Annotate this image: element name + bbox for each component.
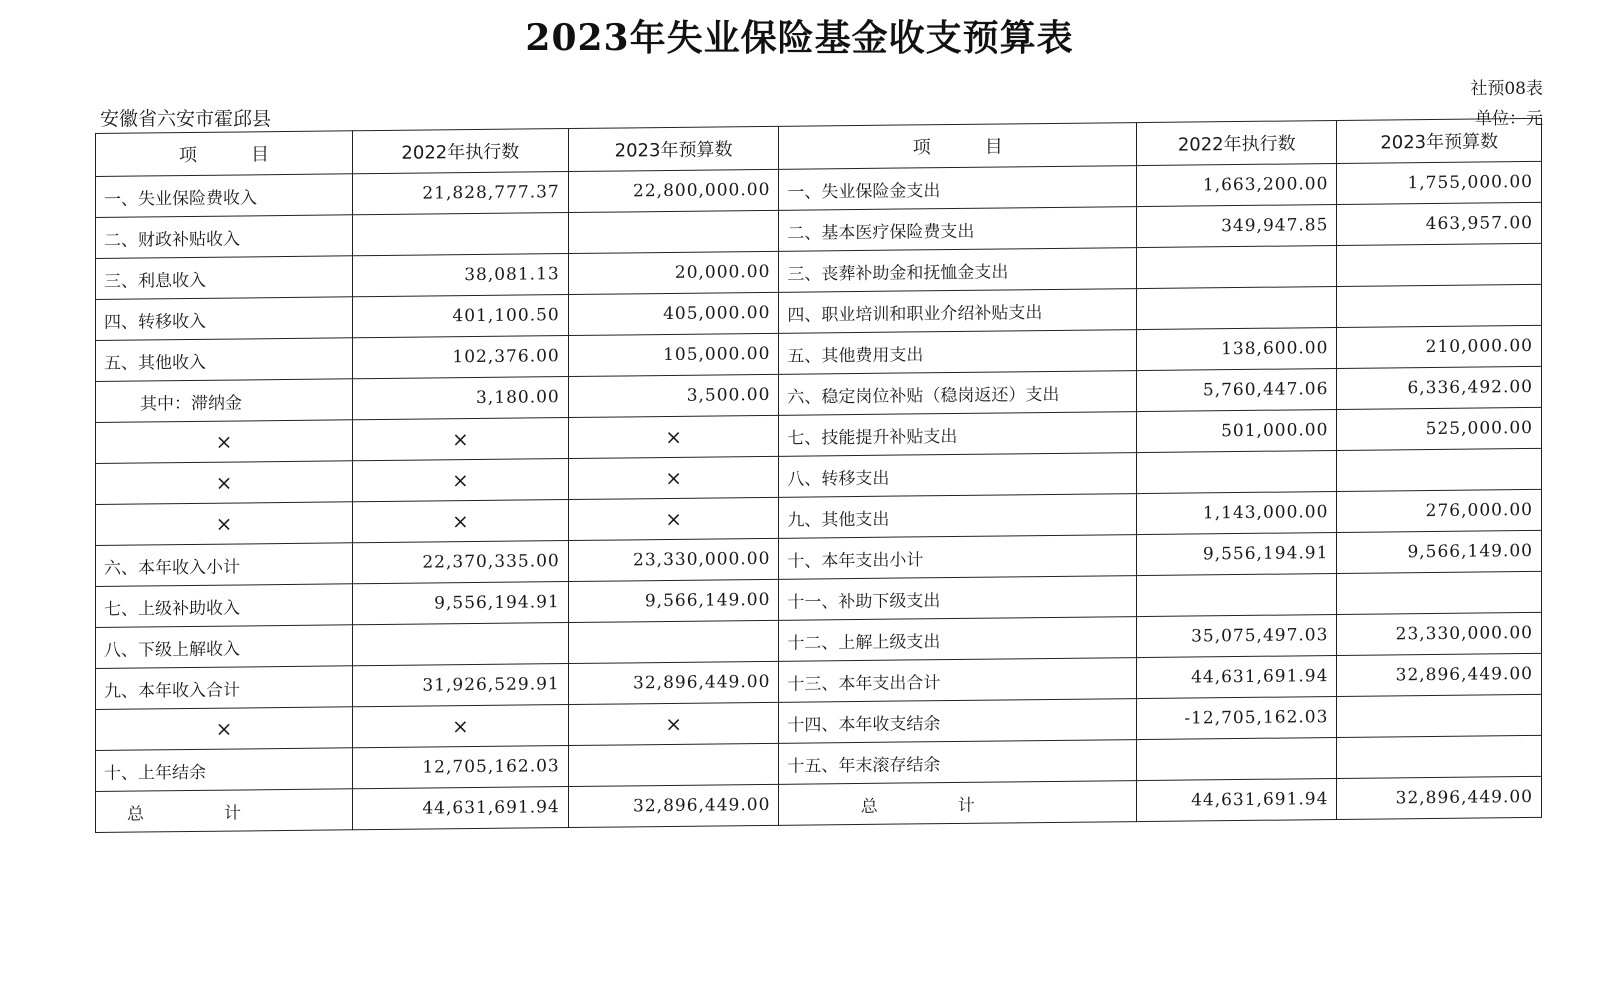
expense-item-cell: 十四、本年收支结余 — [779, 699, 1137, 744]
income-item-cell: × — [96, 707, 353, 751]
expense-2022-cell — [1137, 573, 1337, 616]
expense-item-cell: 七、技能提升补贴支出 — [779, 412, 1137, 457]
income-item-cell: 九、本年收入合计 — [96, 666, 353, 710]
income-2022-cell: 9,556,194.91 — [352, 582, 568, 625]
expense-2023-cell: 463,957.00 — [1337, 202, 1542, 245]
income-total-2022: 44,631,691.94 — [352, 787, 568, 830]
income-total-2023: 32,896,449.00 — [568, 784, 779, 827]
income-2023-cell: 20,000.00 — [568, 251, 779, 294]
expense-2023-cell: 6,336,492.00 — [1337, 366, 1542, 409]
expense-2022-cell — [1137, 245, 1337, 288]
income-item-cell: 十、上年结余 — [96, 748, 353, 792]
expense-2022-cell: -12,705,162.03 — [1137, 696, 1337, 739]
expense-2023-cell: 525,000.00 — [1337, 407, 1542, 450]
expense-item-cell: 十二、上解上级支出 — [779, 617, 1137, 662]
expense-2022-cell — [1137, 286, 1337, 329]
header-expense-2023: 2023年预算数 — [1337, 118, 1542, 163]
expense-item-cell: 二、基本医疗保险费支出 — [779, 207, 1137, 252]
income-2022-cell: 3,180.00 — [352, 377, 568, 420]
expense-2022-cell: 35,075,497.03 — [1137, 614, 1337, 657]
expense-2022-cell — [1137, 737, 1337, 780]
income-2023-cell — [568, 620, 779, 663]
income-2023-cell — [568, 210, 779, 253]
income-2023-cell: 22,800,000.00 — [568, 169, 779, 212]
income-2023-cell — [568, 743, 779, 786]
expense-item-cell: 一、失业保险金支出 — [779, 166, 1137, 211]
income-2023-cell: 405,000.00 — [568, 292, 779, 335]
expense-2023-cell: 276,000.00 — [1337, 489, 1542, 532]
form-number: 社预08表 — [1470, 79, 1543, 99]
income-2022-cell — [352, 213, 568, 256]
unit-label: 单位：元 — [1475, 109, 1543, 129]
income-2022-cell: 21,828,777.37 — [352, 172, 568, 215]
expense-total-2022: 44,631,691.94 — [1137, 778, 1337, 821]
income-item-cell: 六、本年收入小计 — [96, 543, 353, 587]
income-2022-cell: 31,926,529.91 — [352, 664, 568, 707]
expense-2023-cell — [1337, 735, 1542, 778]
income-2022-cell: × — [352, 459, 568, 502]
income-2023-cell: × — [568, 497, 779, 540]
income-item-cell: 其中：滞纳金 — [96, 379, 353, 423]
income-2022-cell: × — [352, 418, 568, 461]
region-label: 安徽省六安市霍邱县 — [100, 108, 272, 130]
expense-2022-cell: 138,600.00 — [1137, 327, 1337, 370]
expense-total-2023: 32,896,449.00 — [1337, 776, 1542, 819]
income-2023-cell: 32,896,449.00 — [568, 661, 779, 704]
expense-2022-cell: 5,760,447.06 — [1137, 368, 1337, 411]
expense-item-cell: 十三、本年支出合计 — [779, 658, 1137, 703]
income-2022-cell: × — [352, 500, 568, 543]
expense-2023-cell — [1337, 694, 1542, 737]
expense-item-cell: 五、其他费用支出 — [779, 330, 1137, 375]
income-2022-cell: 401,100.50 — [352, 295, 568, 338]
expense-2023-cell — [1337, 284, 1542, 327]
expense-2022-cell: 1,663,200.00 — [1137, 163, 1337, 206]
expense-2023-cell: 1,755,000.00 — [1337, 161, 1542, 204]
expense-2023-cell: 23,330,000.00 — [1337, 612, 1542, 655]
expense-item-cell: 十、本年支出小计 — [779, 535, 1137, 580]
expense-item-cell: 九、其他支出 — [779, 494, 1137, 539]
income-item-cell: 八、下级上解收入 — [96, 625, 353, 669]
income-total-label: 总计 — [96, 789, 353, 833]
expense-item-cell: 三、丧葬补助金和抚恤金支出 — [779, 248, 1137, 293]
expense-2023-cell: 9,566,149.00 — [1337, 530, 1542, 573]
header-income-2022: 2022年执行数 — [352, 129, 568, 174]
income-2023-cell: 9,566,149.00 — [568, 579, 779, 622]
income-2023-cell: 23,330,000.00 — [568, 538, 779, 581]
income-2022-cell: × — [352, 705, 568, 748]
income-item-cell: 四、转移收入 — [96, 297, 353, 341]
page-title: 2023年失业保险基金收支预算表 — [525, 17, 1074, 59]
expense-item-cell: 六、稳定岗位补贴（稳岗返还）支出 — [779, 371, 1137, 416]
income-2022-cell — [352, 623, 568, 666]
expense-2022-cell: 44,631,691.94 — [1137, 655, 1337, 698]
income-item-cell: 七、上级补助收入 — [96, 584, 353, 628]
income-2023-cell: 105,000.00 — [568, 333, 779, 376]
income-item-cell: × — [96, 420, 353, 464]
expense-2022-cell — [1137, 450, 1337, 493]
expense-item-cell: 四、职业培训和职业介绍补贴支出 — [779, 289, 1137, 334]
income-2023-cell: × — [568, 702, 779, 745]
expense-2023-cell — [1337, 448, 1542, 491]
expense-item-cell: 八、转移支出 — [779, 453, 1137, 498]
income-item-cell: 五、其他收入 — [96, 338, 353, 382]
expense-total-label: 总计 — [779, 781, 1137, 826]
expense-2022-cell: 1,143,000.00 — [1137, 491, 1337, 534]
expense-2023-cell — [1337, 571, 1542, 614]
expense-2022-cell: 349,947.85 — [1137, 204, 1337, 247]
expense-2023-cell: 32,896,449.00 — [1337, 653, 1542, 696]
income-2022-cell: 102,376.00 — [352, 336, 568, 379]
income-2022-cell: 12,705,162.03 — [352, 746, 568, 789]
income-item-cell: × — [96, 502, 353, 546]
expense-2023-cell — [1337, 243, 1542, 286]
income-2022-cell: 38,081.13 — [352, 254, 568, 297]
header-income-item: 项 目 — [96, 131, 353, 177]
expense-item-cell: 十一、补助下级支出 — [779, 576, 1137, 621]
header-expense-2022: 2022年执行数 — [1137, 120, 1337, 165]
income-2022-cell: 22,370,335.00 — [352, 541, 568, 584]
income-item-cell: 三、利息收入 — [96, 256, 353, 300]
income-2023-cell: × — [568, 415, 779, 458]
expense-2022-cell: 501,000.00 — [1137, 409, 1337, 452]
income-2023-cell: 3,500.00 — [568, 374, 779, 417]
income-item-cell: 一、失业保险费收入 — [96, 174, 353, 218]
income-2023-cell: × — [568, 456, 779, 499]
expense-item-cell: 十五、年末滚存结余 — [779, 740, 1137, 785]
income-item-cell: 二、财政补贴收入 — [96, 215, 353, 259]
expense-2022-cell: 9,556,194.91 — [1137, 532, 1337, 575]
header-income-2023: 2023年预算数 — [568, 126, 779, 171]
expense-2023-cell: 210,000.00 — [1337, 325, 1542, 368]
budget-table — [95, 118, 1542, 833]
income-item-cell: × — [96, 461, 353, 505]
header-expense-item: 项 目 — [779, 123, 1137, 170]
